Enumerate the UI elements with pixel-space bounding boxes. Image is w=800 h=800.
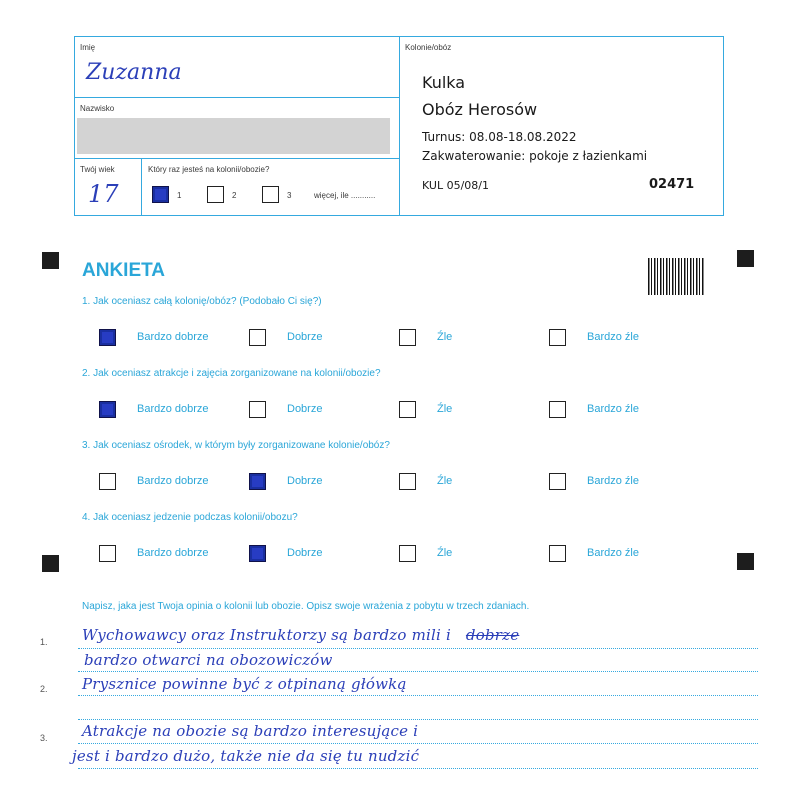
times-checkbox-1[interactable] (152, 186, 169, 203)
question-4-option-label: Bardzo źle (587, 547, 639, 559)
question-2-checkbox-1[interactable] (99, 401, 116, 418)
opinion-instruction: Napisz, jaka jest Twoja opinia o kolonii lub obozie. Opisz swoje wrażenia z pobytu w trzech zdaniach. (82, 601, 530, 612)
question-4-checkbox-2[interactable] (249, 545, 266, 562)
header-divider-name (74, 97, 399, 98)
question-4-text: 4. Jak oceniasz jedzenie podczas kolonii/obozu? (82, 512, 298, 523)
question-1-checkbox-1[interactable] (99, 329, 116, 346)
question-2-checkbox-4[interactable] (549, 401, 566, 418)
question-4-option-label: Bardzo dobrze (137, 547, 209, 559)
question-2-option-label: Dobrze (287, 403, 323, 415)
question-1-option-label: Źle (437, 331, 453, 343)
question-2-checkbox-2[interactable] (249, 401, 266, 418)
opinion-answer-line-3[interactable]: Prysznice powinne być z otpinaną główką (82, 675, 407, 693)
camp-code: KUL 05/08/1 (422, 179, 489, 192)
question-2-text: 2. Jak oceniasz atrakcje i zajęcia zorganizowane na kolonii/obozie? (82, 368, 381, 379)
opinion-number-1: 1. (40, 637, 48, 647)
form-number: 02471 (649, 177, 695, 192)
answer-line (78, 743, 758, 744)
times-checkbox-2[interactable] (207, 186, 224, 203)
question-3-option-label: Bardzo dobrze (137, 475, 209, 487)
times-label: Który raz jesteś na kolonii/obozie? (148, 165, 270, 174)
opinion-number-2: 2. (40, 684, 48, 694)
name-value[interactable]: Zuzanna (86, 60, 182, 85)
question-1-text: 1. Jak oceniasz całą kolonię/obóz? (Podobało Ci się?) (82, 296, 322, 307)
question-4-checkbox-4[interactable] (549, 545, 566, 562)
times-checkbox-3[interactable] (262, 186, 279, 203)
camp-label: Kolonie/obóz (405, 43, 452, 52)
times-option-1: 1 (177, 191, 182, 200)
question-3-text: 3. Jak oceniasz ośrodek, w którym były zorganizowane kolonie/obóz? (82, 440, 390, 451)
registration-marker-top-left (42, 252, 59, 269)
times-option-2: 2 (232, 191, 237, 200)
header-divider-vertical (399, 36, 400, 216)
question-3-option-label: Źle (437, 475, 453, 487)
age-label: Twój wiek (80, 165, 115, 174)
question-1-checkbox-4[interactable] (549, 329, 566, 346)
registration-marker-bottom-left (42, 555, 59, 572)
registration-marker-bottom-right (737, 553, 754, 570)
survey-title: ANKIETA (82, 260, 166, 281)
header-divider-surname (74, 158, 399, 159)
question-3-checkbox-2[interactable] (249, 473, 266, 490)
question-1-option-label: Bardzo dobrze (137, 331, 209, 343)
question-1-checkbox-2[interactable] (249, 329, 266, 346)
opinion-answer-strikethrough: dobrze (465, 626, 520, 644)
question-2-option-label: Źle (437, 403, 453, 415)
question-1-option-label: Dobrze (287, 331, 323, 343)
question-2-option-label: Bardzo źle (587, 403, 639, 415)
question-1-option-label: Bardzo źle (587, 331, 639, 343)
registration-marker-top-right (737, 250, 754, 267)
question-3-option-label: Dobrze (287, 475, 323, 487)
times-option-3: 3 (287, 191, 292, 200)
opinion-answer-line-5[interactable]: jest i bardzo dużo, także nie da się tu nudzić (72, 747, 420, 765)
turnus: Turnus: 08.08-18.08.2022 (422, 130, 577, 144)
question-4-checkbox-1[interactable] (99, 545, 116, 562)
question-1-checkbox-3[interactable] (399, 329, 416, 346)
question-4-checkbox-3[interactable] (399, 545, 416, 562)
answer-line (78, 648, 758, 649)
question-4-option-label: Dobrze (287, 547, 323, 559)
question-3-checkbox-1[interactable] (99, 473, 116, 490)
name-label: Imię (80, 43, 96, 52)
question-4-option-label: Źle (437, 547, 453, 559)
question-3-checkbox-4[interactable] (549, 473, 566, 490)
answer-line (78, 768, 758, 769)
question-3-option-label: Bardzo źle (587, 475, 639, 487)
opinion-answer-text: Wychowawcy oraz Instruktorzy są bardzo mili i (82, 626, 451, 644)
opinion-answer-line-2[interactable]: bardzo otwarci na obozowiczów (84, 651, 333, 669)
answer-line (78, 671, 758, 672)
surname-redacted-field[interactable] (77, 118, 390, 154)
barcode (648, 258, 704, 295)
answer-line (78, 695, 758, 696)
answer-line (78, 719, 758, 720)
opinion-answer-line-1[interactable] (82, 626, 519, 644)
question-2-checkbox-3[interactable] (399, 401, 416, 418)
age-value[interactable]: 17 (88, 180, 119, 208)
opinion-number-3: 3. (40, 733, 48, 743)
question-3-checkbox-3[interactable] (399, 473, 416, 490)
surname-label: Nazwisko (80, 104, 115, 113)
opinion-answer-line-4[interactable]: Atrakcje na obozie są bardzo interesujące i (82, 722, 419, 740)
camp-name: Kulka (422, 73, 466, 92)
camp-title: Obóz Herosów (422, 100, 538, 119)
question-2-option-label: Bardzo dobrze (137, 403, 209, 415)
times-option-more: więcej, ile ........... (314, 191, 376, 200)
header-divider-age (141, 158, 142, 216)
accommodation: Zakwaterowanie: pokoje z łazienkami (422, 149, 648, 163)
